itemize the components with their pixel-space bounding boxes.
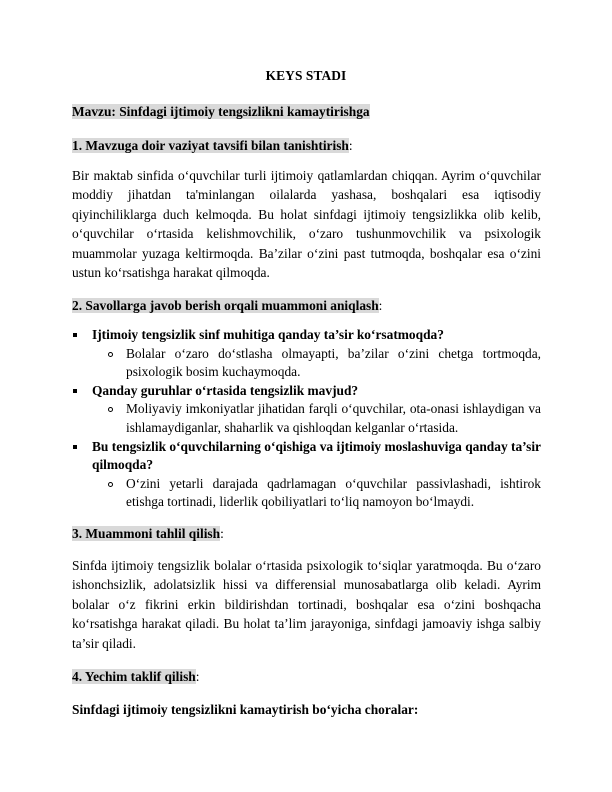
section3-heading-text: 3. Muammoni tahlil qilish [72, 526, 221, 541]
bullet-icon [73, 389, 77, 393]
question-list [72, 326, 541, 512]
answer-item [126, 345, 541, 382]
section1-paragraph: Bir maktab sinfida o‘quvchilar turli ijtimoiy qatlamlardan chiqqan. Ayrim o‘quvchilar moddiy jihatdan ta'minlangan oilalarda yashasa, boshqalari esa iqtisodiy qiyinchiliklarga duch kelmoqda. Bu holat sinfdagi ijtimoiy tengsizlikka olib kelib, o‘quvchilar o‘rtasida kelishmovchilik, o‘zaro tushunmovchilik va psixologik muammolar yuzaga keltirmoqda. Ba’zilar o‘zini past tutmoqda, boshqalar esa o‘zini ustun ko‘rsatishga harakat qilmoqda. [72, 168, 541, 281]
answer-item [126, 475, 541, 512]
circle-bullet-icon [108, 407, 113, 412]
section3-heading [72, 525, 224, 542]
question-text: Ijtimoiy tengsizlik sinf muhitiga qanday ta’sir ko‘rsatmoqda? [92, 327, 444, 342]
answer-item [126, 400, 541, 437]
list-item [72, 438, 541, 512]
bullet-icon [73, 333, 77, 337]
section4-subheading: Sinfdagi ijtimoiy tengsizlikni kamaytirish bo‘yicha choralar: [72, 702, 419, 717]
section3-paragraph: Sinfda ijtimoiy tengsizlik bolalar o‘rtasida psixologik to‘siqlar yaratmoqda. Bu o‘zaro ishonchsizlik, adolatsizlik hissi va differensial munosabatlarga olib keladi. Ayrim bolalar o‘z fikrini erkin bildirishdan tortinadi, boshqalar esa o‘zini boshqacha ko‘rsatishga harakat qiladi. Bu holat ta’lim jarayoniga, sinfdagi jamoaviy ishga salbiy ta’sir qiladi. [72, 558, 541, 651]
circle-bullet-icon [108, 352, 113, 357]
document-title: KEYS STADI [265, 68, 347, 83]
section2-heading-text: 2. Savollarga javob berish orqali muammoni aniqlash [72, 298, 379, 313]
list-item [72, 326, 541, 382]
answer-text: O‘zini yetarli darajada qadrlamagan o‘quvchilar passivlashadi, ishtirok etishga tortinadi, liderlik qobiliyatlari to‘liq namoyon bo‘lmaydi. [126, 475, 541, 510]
section4-heading [72, 668, 200, 685]
answer-text: Moliyaviy imkoniyatlar jihatidan farqli o‘quvchilar, ota-onasi ishlaydigan va ishlamaydiganlar, shaharlik va qishloqdan kelganlar o‘rtasida. [126, 401, 541, 435]
section1-heading-colon: : [348, 138, 353, 153]
question-text: Qanday guruhlar o‘rtasida tengsizlik mavjud? [92, 382, 359, 398]
section3-heading-colon: : [220, 526, 224, 541]
topic-text: Mavzu: Sinfdagi ijtimoiy tengsizlikni kamaytirishga [72, 104, 370, 119]
bullet-icon [73, 445, 77, 449]
answer-text: Bolalar o‘zaro do‘stlasha olmayapti, ba’zilar o‘zini chetga tortmoqda, psixologik bosim kuchaymoqda. [126, 345, 541, 380]
circle-bullet-icon [108, 482, 113, 487]
section1-heading [72, 137, 353, 154]
section2-heading-colon: : [378, 298, 383, 313]
section4-heading-text: 4. Yechim taklif qilish [72, 669, 196, 684]
question-text: Bu tengsizlik o‘quvchilarning o‘qishiga va ijtimoiy moslashuviga qanday ta’sir qilmoqda? [92, 438, 541, 473]
list-item [72, 382, 541, 438]
topic-heading [72, 103, 370, 120]
section4-heading-colon: : [195, 669, 200, 684]
section1-heading-text: 1. Mavzuga doir vaziyat tavsifi bilan tanishtirish [72, 138, 349, 153]
section2-heading [72, 297, 382, 314]
